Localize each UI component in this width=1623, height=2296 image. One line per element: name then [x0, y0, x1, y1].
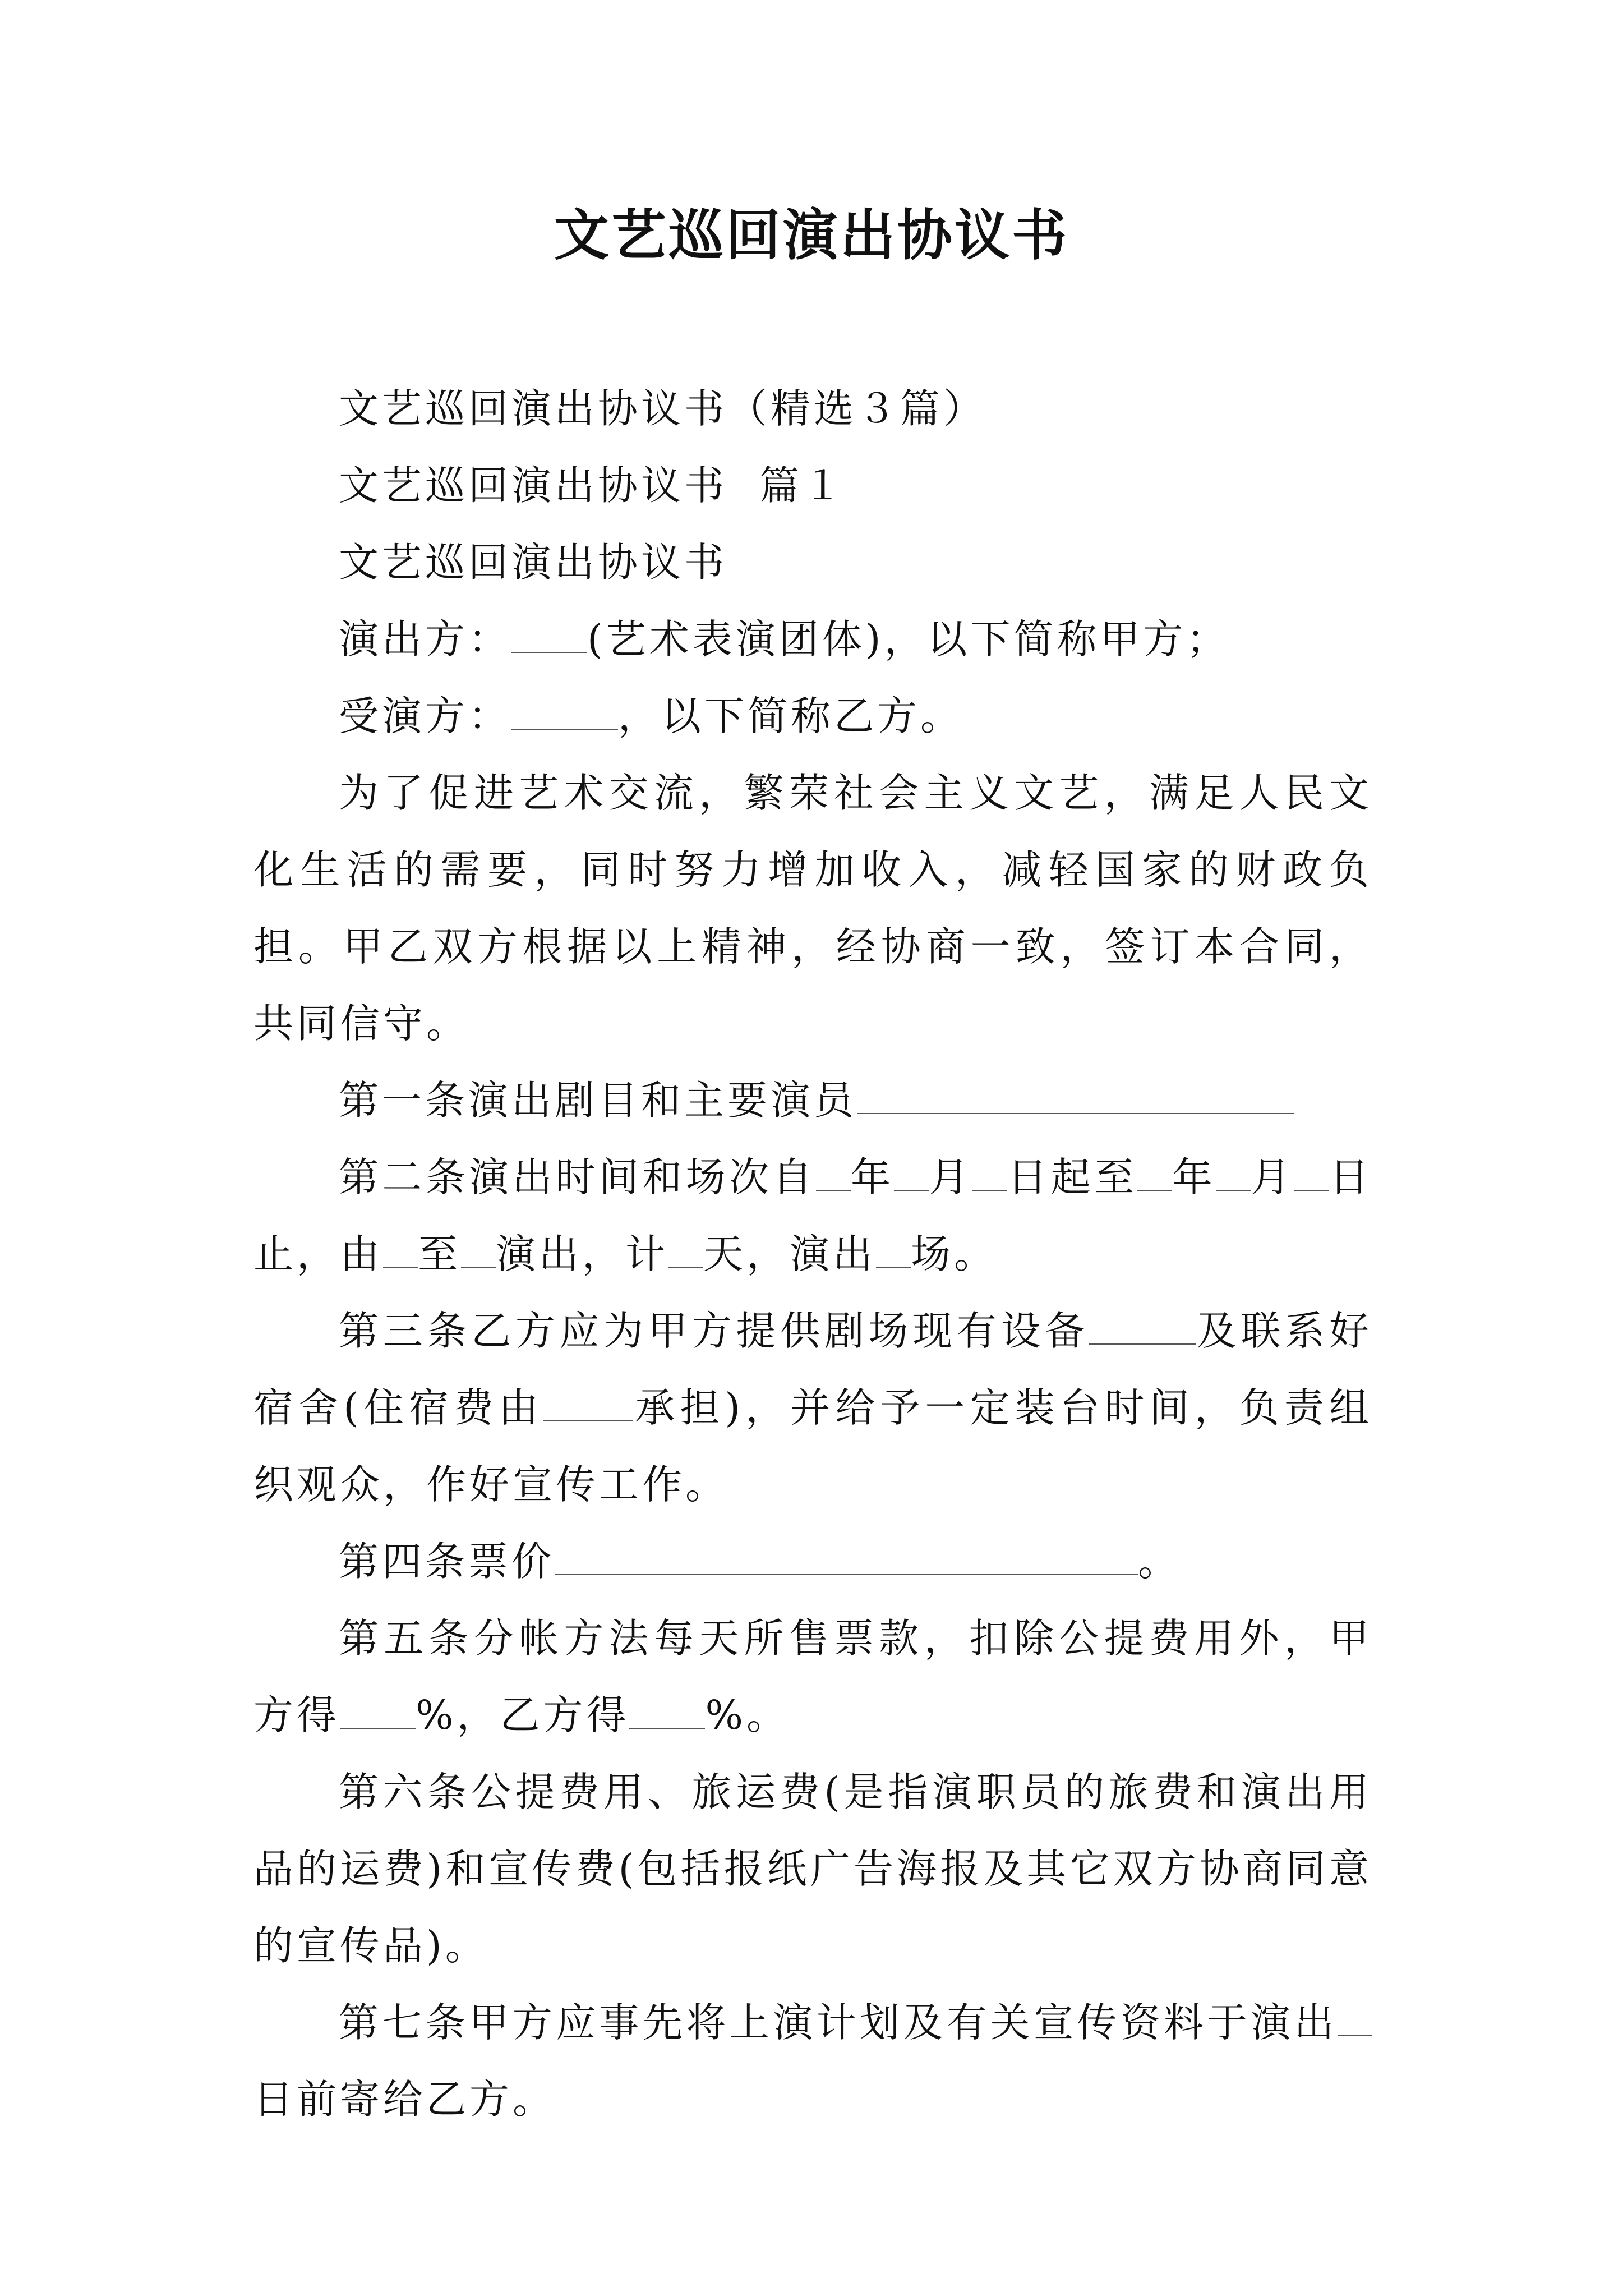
paragraph-article-2: [253, 1139, 1372, 1292]
text: 天，演出: [703, 1231, 877, 1277]
blank-field: [340, 1693, 416, 1729]
blank-field: [1089, 1309, 1196, 1345]
text: 日前寄给乙方。: [253, 2076, 556, 2123]
blank-field: [629, 1693, 705, 1729]
text: 日止，由: [253, 1154, 1372, 1277]
blank-field: [1338, 2000, 1372, 2036]
blank-field: [511, 617, 587, 653]
blank-field: [1294, 1155, 1329, 1191]
text: 受演方：: [339, 693, 512, 739]
text: 年: [1172, 1154, 1216, 1200]
paragraph-article-1: [253, 1062, 1372, 1139]
text: 日起至: [1007, 1154, 1138, 1200]
text: 。: [1138, 1538, 1182, 1585]
text: 文艺巡回演出协议书 篇１: [339, 462, 846, 509]
text: ，以下简称乙方。: [618, 693, 964, 739]
text: 文艺巡回演出协议书（精选３篇）: [339, 385, 987, 432]
blank-field: [1216, 1155, 1251, 1191]
text: 月: [929, 1154, 972, 1200]
blank-field: [555, 1539, 1138, 1575]
text: 第六条公提费用、旅运费(是指演职员的旅费和演出用品的运费)和宣传费(包括报纸广告海报及其它双方协商同意的宣传品)。: [253, 1769, 1372, 1969]
text: 及联系好宿舍(住宿费由: [253, 1308, 1372, 1431]
paragraph-collection-heading: [253, 370, 1372, 447]
paragraph-preamble: [253, 754, 1372, 1062]
text: 承担)，并给予一定装台时间，负责组织观众，作好宣传工作。: [253, 1384, 1373, 1508]
blank-field: [543, 1386, 633, 1421]
text: 月: [1250, 1154, 1294, 1200]
text: 第七条甲方应事先将上演计划及有关宣传资料于演出: [339, 1999, 1338, 2046]
blank-field: [1137, 1155, 1172, 1191]
text: 为了促进艺术交流，繁荣社会主义文艺，满足人民文化生活的需要，同时努力增加收入，减轻国家的财政负担。甲乙双方根据以上精神，经协商一致，签订本合同，共同信守。: [253, 770, 1372, 1047]
text: 第二条演出时间和场次自: [339, 1154, 816, 1200]
paragraph-article-7: [253, 1984, 1372, 2138]
paragraph-article-5: [253, 1600, 1372, 1754]
blank-field: [894, 1155, 929, 1191]
blank-field: [857, 1078, 1294, 1114]
text: 第五条分帐方法每天所售票款，扣除公提费用外，甲方得: [253, 1615, 1372, 1738]
blank-field: [972, 1155, 1007, 1191]
blank-field: [668, 1232, 703, 1268]
text: 年: [850, 1154, 895, 1200]
paragraph-article-3: [253, 1292, 1372, 1523]
blank-field: [816, 1155, 851, 1191]
paragraph-article-4: [253, 1523, 1372, 1600]
text: %。: [705, 1692, 790, 1738]
paragraph-host: [253, 678, 1372, 754]
text: 第四条票价: [339, 1538, 555, 1585]
paragraph-agreement-name: [253, 524, 1372, 601]
text: 第一条演出剧目和主要演员: [339, 1077, 857, 1124]
blank-field: [511, 694, 618, 730]
text: %，乙方得: [416, 1692, 630, 1738]
text: 演出方：: [339, 616, 512, 662]
blank-field: [461, 1232, 496, 1268]
text: 场。: [911, 1231, 998, 1277]
text: (艺术表演团体)，以下简称甲方；: [587, 616, 1230, 662]
blank-field: [876, 1232, 911, 1268]
text: 文艺巡回演出协议书: [339, 539, 728, 586]
text: 演出，计: [496, 1231, 669, 1277]
text: 至: [418, 1231, 462, 1277]
paragraph-chapter-heading: [253, 447, 1372, 524]
paragraph-article-6: [253, 1754, 1372, 1984]
document-body: [253, 370, 1372, 2138]
document-title: 文艺巡回演出协议书: [554, 203, 1069, 268]
paragraph-performer: [253, 601, 1372, 678]
text: 第三条乙方应为甲方提供剧场现有设备: [339, 1308, 1090, 1354]
blank-field: [383, 1232, 418, 1268]
